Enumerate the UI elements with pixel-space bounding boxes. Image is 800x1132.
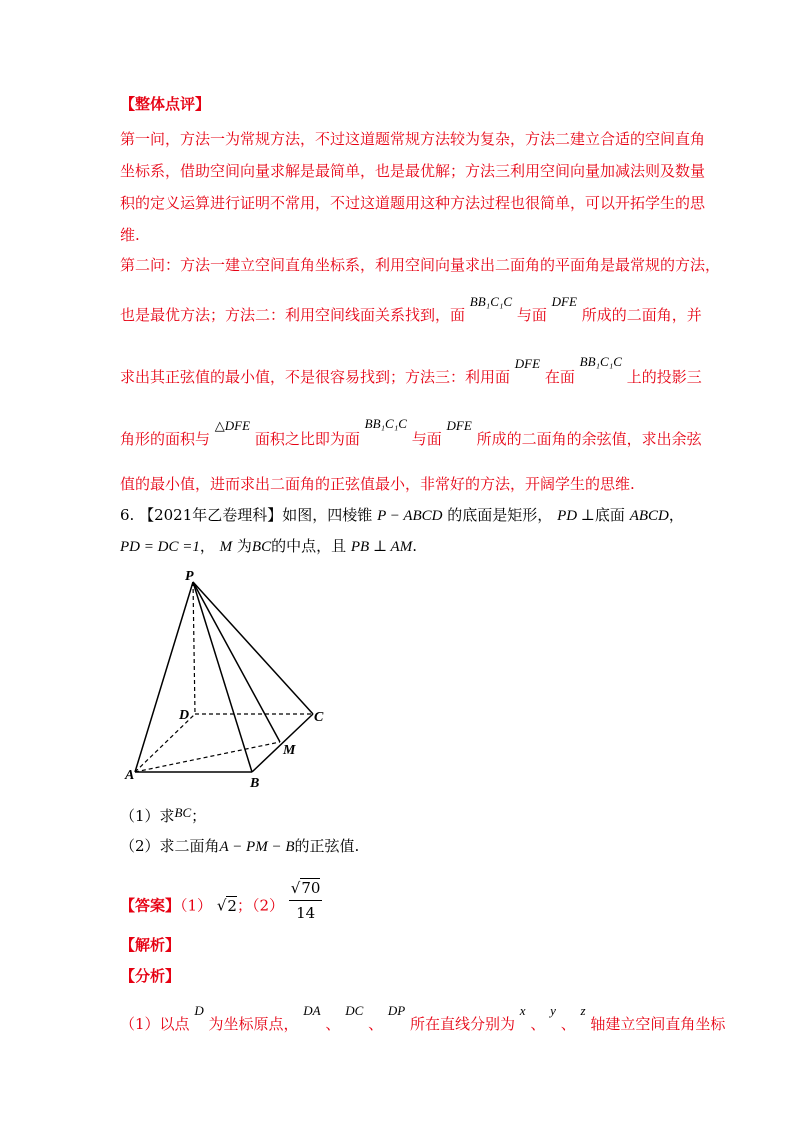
- label-m: M: [283, 743, 296, 758]
- analysis-dun-2: 、: [368, 1015, 384, 1033]
- analysis-text-c: 所在直线分别为: [409, 1015, 515, 1033]
- problem-text-2b: ，: [199, 537, 215, 555]
- face-dfe-2: DFE: [514, 356, 541, 371]
- face-dfe: DFE: [551, 294, 577, 309]
- answer-sqrt2: √2: [216, 896, 237, 915]
- problem-text-2e: .: [412, 537, 417, 555]
- review-line-4: 维.: [120, 226, 140, 244]
- dihedral-angle: A − PM − B: [219, 839, 295, 855]
- base-name: ABCD: [629, 508, 669, 524]
- edge-pa: [135, 582, 193, 772]
- face-bb1c1c-2: BB₁C₁C: [579, 354, 622, 369]
- review-line-7-text-a: 求出其正弦值的最小值，不是很容易找到；方法三：利用面: [120, 368, 511, 386]
- analysis-dun-4: 、: [560, 1015, 576, 1033]
- review-line-6-text-c: 所成的二面角，并: [581, 306, 702, 324]
- edge-am-hidden: [135, 742, 280, 772]
- point-d: D: [194, 1003, 204, 1018]
- point-m: M: [219, 539, 233, 555]
- answer-numerator: √70: [289, 876, 323, 901]
- problem-number: 6.: [120, 506, 135, 524]
- review-line-8-text-d: 所成的二面角的余弦值，求出余弦: [476, 430, 702, 448]
- review-line-1: 第一问，方法一为常规方法，不过这道题常规方法较为复杂，方法二建立合适的空间直角: [120, 130, 706, 148]
- face-bb1c1c-3: BB₁C₁C: [364, 416, 407, 431]
- segment-bc: BC: [251, 539, 272, 555]
- problem-text-1d: ，: [668, 506, 684, 524]
- review-line-8-text-b: 面积之比即为面: [254, 430, 360, 448]
- question-1-bc: BC: [174, 805, 192, 820]
- review-line-3: 积的定义运算进行证明不常用，不过这道题用这种方法过程也很简单，可以开拓学生的思: [120, 194, 706, 212]
- problem-text-1a: 如图，四棱锥: [282, 506, 373, 524]
- answer-part-1: （1）: [180, 896, 213, 915]
- analysis-dun-3: 、: [530, 1015, 546, 1033]
- answer-label: 【答案】: [120, 896, 181, 915]
- review-heading: 【整体点评】: [120, 95, 211, 113]
- line-dc: DC: [345, 1003, 364, 1018]
- review-line-6-text-a: 也是最优方法；方法二：利用空间线面关系找到，面: [120, 306, 466, 324]
- label-b: B: [250, 776, 260, 791]
- analysis-line-1: [120, 1003, 726, 1035]
- analysis-text-a: （1）以点: [120, 1015, 190, 1033]
- pd-dc-equation: PD = DC =1: [120, 539, 200, 555]
- review-line-2: 坐标系，借助空间向量求解是最简单，也是最优解；方法三利用空间向量加减法则及数量: [120, 162, 706, 180]
- triangle-dfe: △DFE: [214, 418, 251, 433]
- answer-sqrt2-value: 2: [227, 896, 237, 915]
- question-1: [120, 806, 206, 827]
- problem-text-2d: 的中点，且: [271, 537, 347, 555]
- label-a: A: [125, 768, 135, 783]
- axis-x: x: [519, 1003, 526, 1018]
- problem-source: 【2021年乙卷理科】: [139, 506, 283, 524]
- answer-separator: ；（2）: [236, 896, 284, 915]
- question-2: [120, 836, 359, 857]
- axis-z: z: [580, 1003, 586, 1018]
- edge-pd-hidden: [193, 582, 195, 714]
- problem-text-2c: 为: [236, 537, 252, 555]
- answer-denominator: 14: [296, 904, 316, 922]
- line-dp: DP: [387, 1003, 406, 1018]
- analysis-text-b: 为坐标原点，: [208, 1015, 299, 1033]
- review-line-7-text-b: 在面: [544, 368, 575, 386]
- question-2-text-a: （2）求二面角: [120, 837, 220, 855]
- answer-fraction: [289, 876, 323, 925]
- review-line-9: 值的最小值，进而求出二面角的正弦值最小，非常好的方法，开阔学生的思维.: [120, 475, 635, 493]
- edge-pc: [193, 582, 313, 714]
- edge-pb: [193, 582, 252, 772]
- answer-line: [120, 879, 322, 931]
- face-bb1c1c: BB₁C₁C: [469, 294, 513, 309]
- review-line-7-text-c: 上的投影三: [626, 368, 702, 386]
- review-line-8-text-c: 与面: [411, 430, 442, 448]
- pyramid-name: P − ABCD: [377, 508, 443, 524]
- problem-text-1c: 底面: [594, 506, 625, 524]
- analysis-subheading: 【分析】: [120, 967, 181, 985]
- review-line-8-text-a: 角形的面积与: [120, 430, 211, 448]
- axis-y: y: [550, 1003, 556, 1018]
- label-d: D: [179, 708, 190, 723]
- review-line-5: 第二问：方法一建立空间直角坐标系，利用空间向量求出二面角的平面角是最常规的方法，: [120, 256, 721, 274]
- review-line-6-text-b: 与面: [516, 306, 547, 324]
- label-p: P: [185, 569, 194, 584]
- analysis-text-d: 轴建立空间直角坐标: [590, 1015, 726, 1033]
- question-1-text-c: ；: [191, 807, 207, 825]
- analysis-heading: 【解析】: [120, 936, 181, 954]
- analysis-dun-1: 、: [325, 1015, 341, 1033]
- pb-perp-am: PB ⊥ AM: [350, 539, 413, 555]
- question-1-text-a: （1）求: [120, 807, 175, 825]
- pd-perp: PD ⊥: [557, 508, 595, 524]
- line-da: DA: [303, 1003, 321, 1018]
- question-2-text-c: 的正弦值.: [294, 837, 360, 855]
- face-dfe-3: DFE: [446, 418, 472, 433]
- label-c: C: [314, 710, 324, 725]
- answer-numerator-value: 70: [301, 879, 321, 897]
- edge-pm: [193, 582, 280, 742]
- problem-text-1b: 的底面是矩形，: [447, 506, 553, 524]
